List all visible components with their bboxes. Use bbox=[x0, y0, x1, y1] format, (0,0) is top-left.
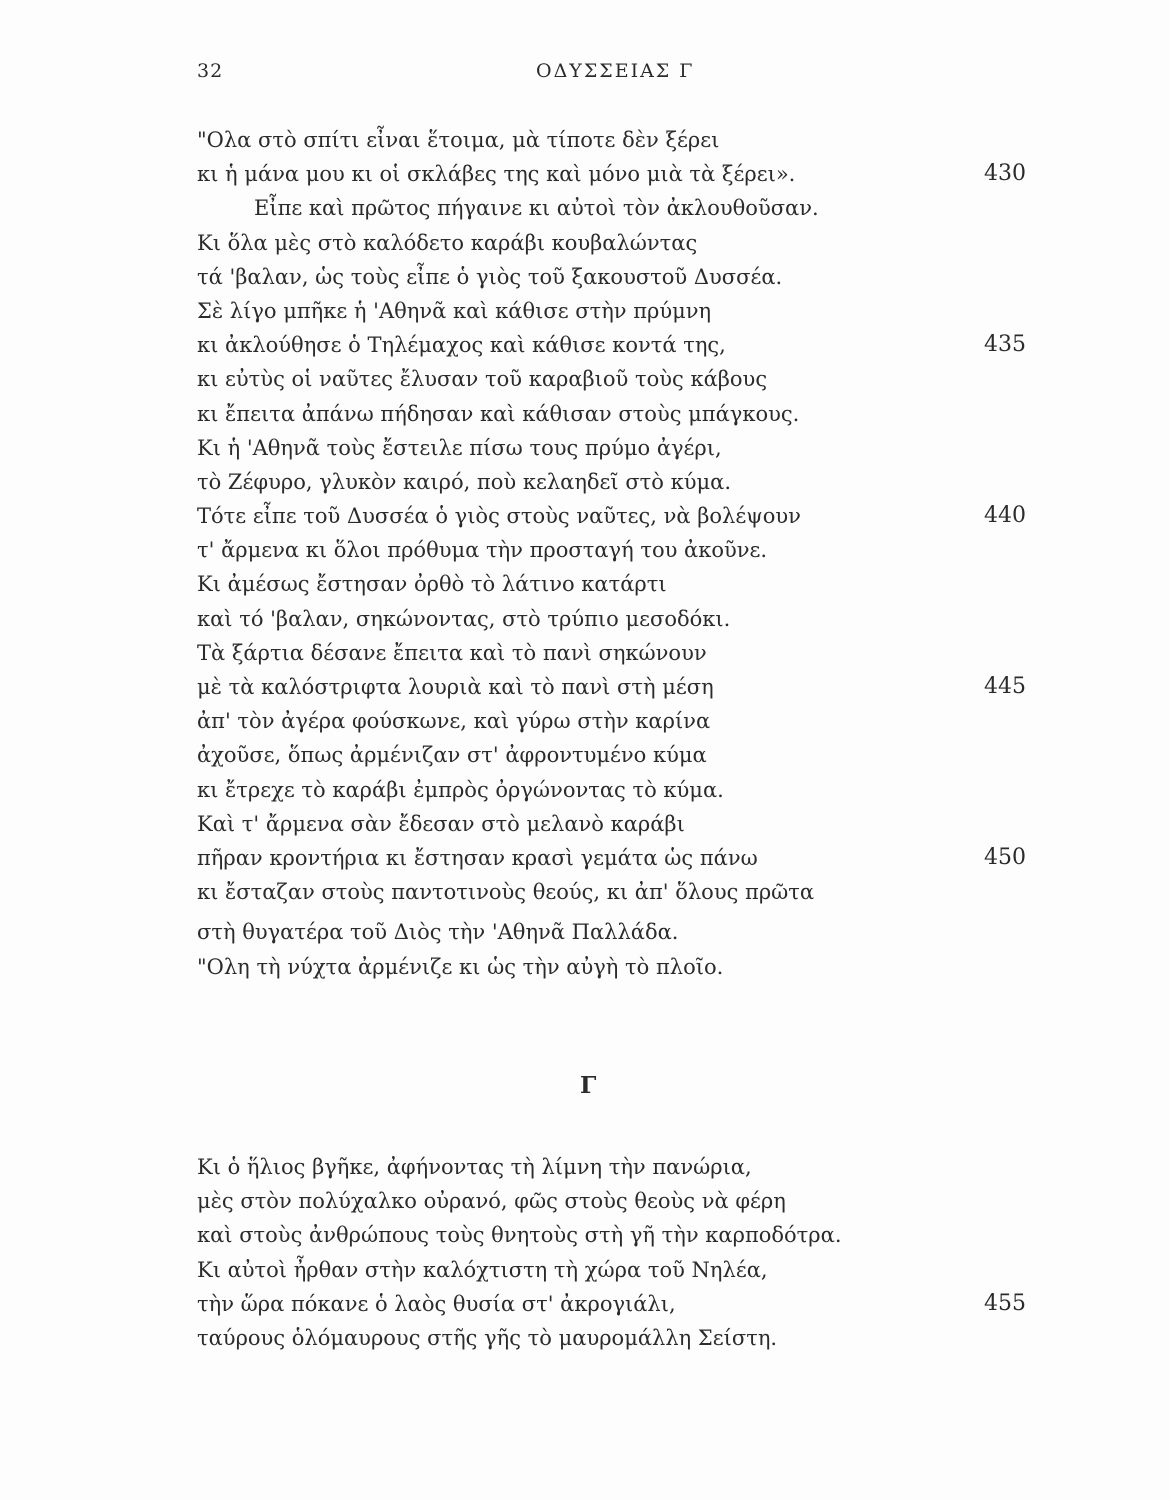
section-heading: Γ bbox=[580, 1072, 597, 1099]
verse-line bbox=[197, 950, 1037, 984]
verse-line bbox=[197, 465, 1037, 499]
verse-line bbox=[197, 670, 1037, 704]
verse-text: μὲ τὰ καλόστριφτα λουριὰ καὶ τὸ πανὶ στὴ μέση bbox=[197, 675, 714, 699]
verse-line bbox=[197, 915, 1037, 949]
verse-text: ταύρους ὁλόμαυρους στῆς γῆς τὸ μαυρομάλλη Σείστη. bbox=[197, 1325, 778, 1350]
verse-text: ἀπ' τὸν ἀγέρα φούσκωνε, καὶ γύρω στὴν καρίνα bbox=[197, 709, 711, 734]
verse-line bbox=[197, 1218, 1037, 1252]
verse-text: κι ἡ μάνα μου κι οἱ σκλάβες της καὶ μόνο μιὰ τὰ ξέρει». bbox=[197, 162, 796, 187]
verse-line bbox=[197, 294, 1037, 328]
verse-line bbox=[197, 602, 1037, 636]
verse-line bbox=[197, 191, 1037, 225]
verse-line bbox=[197, 704, 1037, 738]
verse-line bbox=[197, 807, 1037, 841]
verse-text: στὴ θυγατέρα τοῦ Διὸς τὴν 'Αθηνᾶ Παλλάδα. bbox=[197, 920, 679, 945]
verse-line bbox=[197, 738, 1037, 772]
verse-text: καὶ τό 'βαλαν, σηκώνοντας, στὸ τρύπιο μεσοδόκι. bbox=[197, 606, 731, 631]
line-number: 455 bbox=[984, 1290, 1026, 1316]
verse-text: Κι ὅλα μὲς στὸ καλόδετο καράβι κουβαλώντας bbox=[197, 230, 698, 255]
verse-block-bottom bbox=[197, 1150, 1037, 1355]
verse-line bbox=[197, 1253, 1037, 1287]
verse-text: μὲς στὸν πολύχαλκο οὐρανό, φῶς στοὺς θεοὺς νὰ φέρη bbox=[197, 1189, 786, 1214]
verse-line bbox=[197, 123, 1037, 157]
line-number: 430 bbox=[984, 161, 1026, 187]
verse-text: τ' ἄρμενα κι ὅλοι πρόθυμα τὴν προσταγή του ἀκοῦνε. bbox=[197, 538, 768, 563]
verse-line bbox=[197, 328, 1037, 362]
verse-line bbox=[197, 226, 1037, 260]
verse-text: πῆραν κροντήρια κι ἔστησαν κρασὶ γεμάτα ὡς πάνω bbox=[197, 845, 758, 870]
verse-text: κι ἔσταζαν στοὺς παντοτινοὺς θεούς, κι ἀπ' ὅλους πρῶτα bbox=[197, 880, 815, 905]
verse-line bbox=[197, 773, 1037, 807]
verse-line bbox=[197, 875, 1037, 909]
verse-text: κι ἀκλούθησε ὁ Τηλέμαχος καὶ κάθισε κοντά της, bbox=[197, 333, 726, 358]
verse-text: τὴν ὥρα πόκανε ὁ λαὸς θυσία στ' ἀκρογιάλι, bbox=[197, 1291, 676, 1316]
verse-line bbox=[197, 533, 1037, 567]
verse-line bbox=[197, 157, 1037, 191]
verse-text: Τότε εἶπε τοῦ Δυσσέα ὁ γιὸς στοὺς ναῦτες, νὰ βολέψουν bbox=[197, 504, 801, 529]
page-number: 32 bbox=[197, 60, 224, 82]
verse-text: Κι ἀμέσως ἔστησαν ὀρθὸ τὸ λάτινο κατάρτι bbox=[197, 572, 667, 597]
verse-text: Κι ἡ 'Αθηνᾶ τοὺς ἔστειλε πίσω τους πρύμο ἀγέρι, bbox=[197, 435, 722, 460]
verse-line bbox=[197, 260, 1037, 294]
verse-text: Κι αὐτοὶ ἦρθαν στὴν καλόχτιστη τὴ χώρα τοῦ Νηλέα, bbox=[197, 1257, 768, 1282]
verse-text: Σὲ λίγο μπῆκε ἡ 'Αθηνᾶ καὶ κάθισε στὴν πρύμνη bbox=[197, 298, 712, 323]
running-title: ΟΔΥΣΣΕΙΑΣ Γ bbox=[536, 60, 695, 82]
verse-text: Καὶ τ' ἄρμενα σὰν ἔδεσαν στὸ μελανὸ καράβι bbox=[197, 811, 685, 836]
verse-text: κι ἔπειτα ἀπάνω πήδησαν καὶ κάθισαν στοὺς μπάγκους. bbox=[197, 401, 800, 426]
verse-line bbox=[197, 567, 1037, 601]
verse-line bbox=[197, 1287, 1037, 1321]
verse-text: τὸ Ζέφυρο, γλυκὸν καιρό, ποὺ κελαηδεῖ στὸ κύμα. bbox=[197, 469, 731, 494]
verse-text: τά 'βαλαν, ὡς τοὺς εἶπε ὁ γιὸς τοῦ ξακουστοῦ Δυσσέα. bbox=[197, 264, 783, 289]
line-number: 440 bbox=[984, 503, 1026, 529]
verse-text: Τὰ ξάρτια δέσανε ἔπειτα καὶ τὸ πανὶ σηκώνουν bbox=[197, 640, 707, 665]
verse-text: καὶ στοὺς ἀνθρώπους τοὺς θνητοὺς στὴ γῆ τὴν καρποδότρα. bbox=[197, 1223, 842, 1248]
verse-line bbox=[197, 362, 1037, 396]
verse-text: "Ολη τὴ νύχτα ἀρμένιζε κι ὡς τὴν αὐγὴ τὸ πλοῖο. bbox=[197, 954, 724, 979]
verse-text: "Ολα στὸ σπίτι εἶναι ἕτοιμα, μὰ τίποτε δὲν ξέρει bbox=[197, 128, 720, 152]
line-number: 445 bbox=[984, 674, 1026, 699]
verse-line bbox=[197, 636, 1037, 670]
verse-line bbox=[197, 1184, 1037, 1218]
verse-line bbox=[197, 499, 1037, 533]
verse-text: Κι ὁ ἥλιος βγῆκε, ἀφήνοντας τὴ λίμνη τὴν πανώρια, bbox=[197, 1155, 752, 1179]
verse-text: κι ἔτρεχε τὸ καράβι ἐμπρὸς ὀργώνοντας τὸ κύμα. bbox=[197, 777, 724, 802]
verse-text: Εἶπε καὶ πρῶτος πήγαινε κι αὐτοὶ τὸν ἀκλουθοῦσαν. bbox=[254, 196, 819, 221]
verse-line bbox=[197, 841, 1037, 875]
verse-text: ἀχοῦσε, ὅπως ἀρμένιζαν στ' ἀφροντυμένο κύμα bbox=[197, 743, 707, 768]
verse-line bbox=[197, 1150, 1037, 1184]
line-number: 450 bbox=[984, 844, 1026, 870]
verse-line bbox=[197, 1321, 1037, 1355]
verse-line bbox=[197, 397, 1037, 431]
verse-text: κι εὐτὺς οἱ ναῦτες ἔλυσαν τοῦ καραβιοῦ τοὺς κάβους bbox=[197, 367, 768, 392]
verse-block-top bbox=[197, 123, 1037, 984]
verse-line bbox=[197, 431, 1037, 465]
line-number: 435 bbox=[984, 332, 1026, 358]
